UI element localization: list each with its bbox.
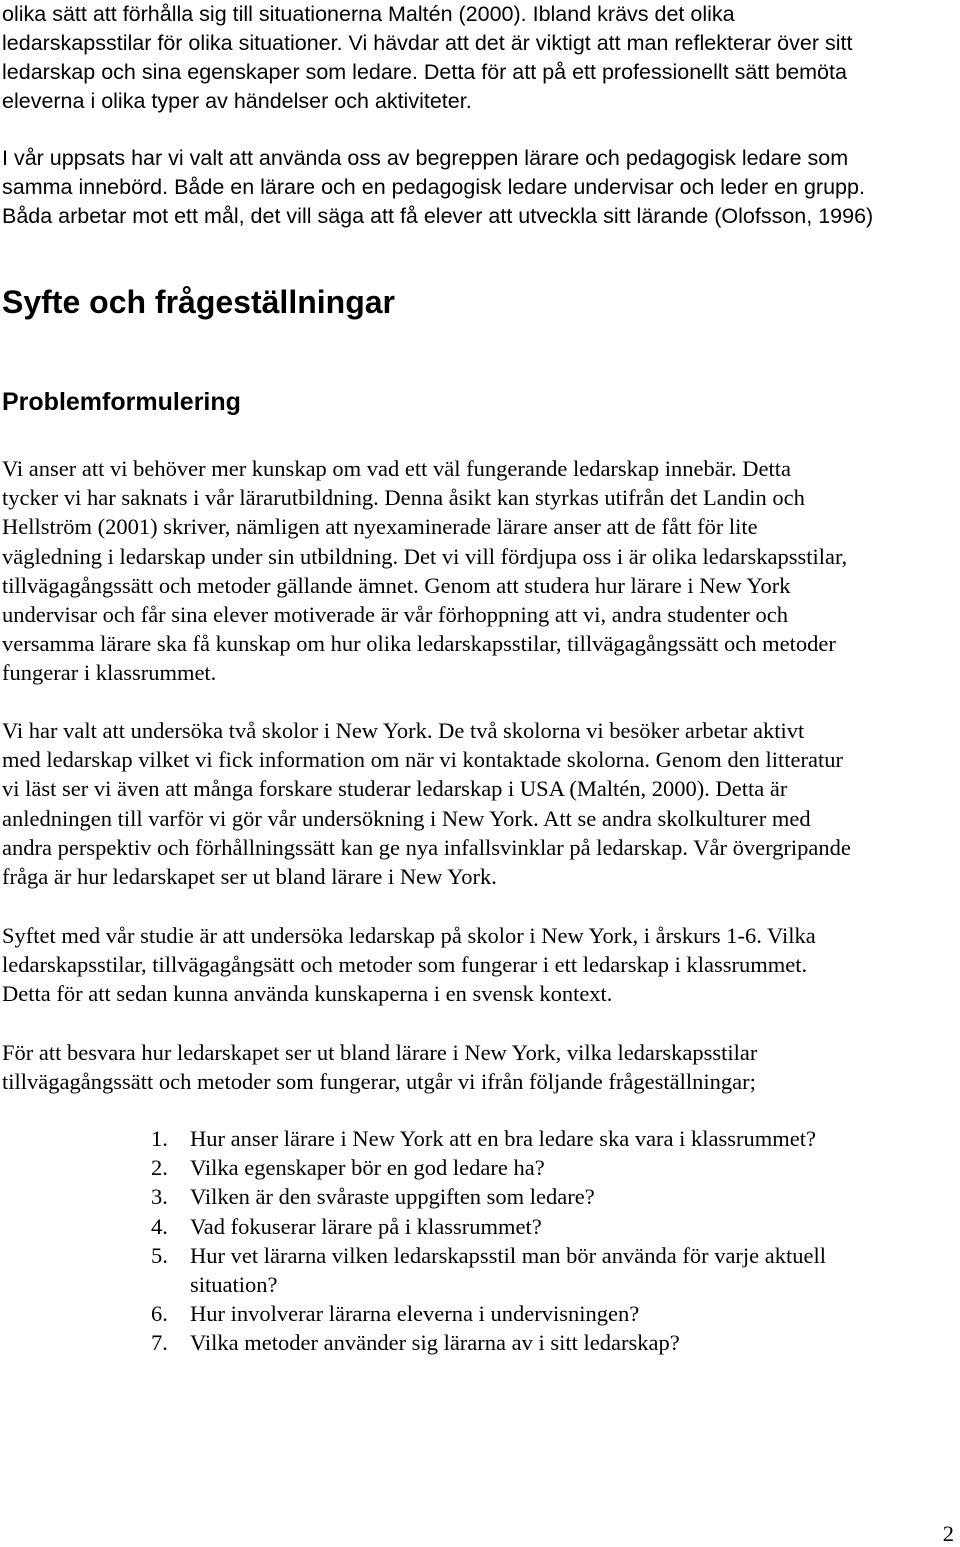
list-item-text: Vad fokuserar lärare på i klassrummet?: [190, 1213, 542, 1239]
definition-paragraph: [2, 144, 958, 231]
schools-paragraph: [2, 716, 958, 891]
list-item-text: Vilka egenskaper bör en god ledare ha?: [190, 1155, 545, 1181]
text-line: Syftet med vår studie är att undersöka ledarskap på skolor i New York, i årskurs 1-6. Vilka: [2, 923, 816, 948]
list-item: [0, 1328, 960, 1357]
list-item-number: 1.: [151, 1126, 168, 1151]
text-line: För att besvara hur ledarskapet ser ut bland lärare i New York, vilka ledarskapsstilar: [2, 1040, 758, 1065]
text-line: samma innebörd. Både en lärare och en pedagogisk ledare undervisar och leder en grupp.: [2, 175, 865, 199]
purpose-paragraph: [2, 921, 958, 1009]
list-item-number: 7.: [151, 1330, 168, 1356]
research-questions-list: [0, 1124, 960, 1358]
text-line: I vår uppsats har vi valt att använda oss av begreppen lärare och pedagogisk ledare som: [2, 146, 849, 170]
page-number: 2: [942, 1521, 954, 1546]
text-line: Vi har valt att undersöka två skolor i New York. De två skolorna vi besöker arbetar aktivt: [2, 718, 805, 743]
text-line: anledningen till varför vi gör vår undersökning i New York. Att se andra skolkulturer med: [2, 805, 811, 831]
text-line: ledarskapsstilar för olika situationer. Vi hävdar att det är viktigt att man reflekterar över sitt: [2, 31, 853, 55]
text-line: tillvägagångssätt och metoder gällande ämnet. Genom att studera hur lärare i New York: [2, 572, 791, 598]
text-line: andra perspektiv och förhållningssätt kan ge nya infallsvinklar på ledarskap. Vår övergripande: [2, 834, 851, 860]
text-line: Hellström (2001) skriver, nämligen att nyexaminerade lärare anser att de fått för lite: [2, 514, 758, 540]
text-line: ledarskap och sina egenskaper som ledare. Detta för att på ett professionellt sätt bemöta: [2, 60, 847, 84]
text-line: Detta för att sedan kunna använda kunskaperna i en svensk kontext.: [2, 981, 613, 1007]
text-line: fungerar i klassrummet.: [2, 660, 217, 686]
text-line: fråga är hur ledarskapet ser ut bland lärare i New York.: [2, 864, 497, 890]
list-item: [0, 1124, 960, 1153]
text-line: ledarskapsstilar, tillvägagångsätt och metoder som fungerar i ett ledarskap i klassrummet.: [2, 952, 808, 978]
text-line: Vi anser att vi behöver mer kunskap om vad ett väl fungerande ledarskap innebär. Detta: [2, 456, 791, 481]
list-item: [0, 1153, 960, 1182]
text-line: vägledning i ledarskap under sin utbildning. Det vi vill fördjupa oss i är olika ledarskapsstilar,: [2, 543, 848, 569]
list-item-number: 3.: [151, 1184, 168, 1210]
list-item: [0, 1299, 960, 1328]
list-item-number: 6.: [151, 1301, 168, 1327]
list-item-number: 2.: [151, 1155, 168, 1181]
text-line: undervisar och får sina elever motiverade är vår förhoppning att vi, andra studenter och: [2, 602, 788, 628]
list-item: [0, 1241, 960, 1299]
text-line: olika sätt att förhålla sig till situationerna Maltén (2000). Ibland krävs det olika: [2, 2, 735, 26]
list-item-text: Vilka metoder använder sig lärarna av i sitt ledarskap?: [190, 1330, 680, 1356]
list-item-text: Hur involverar lärarna eleverna i undervisningen?: [190, 1301, 640, 1327]
list-item-text: Hur vet lärarna vilken ledarskapsstil man bör använda för varje aktuell: [190, 1242, 827, 1268]
subsection-heading: Problemformulering: [2, 388, 241, 416]
text-line: versamma lärare ska få kunskap om hur olika ledarskapsstilar, tillvägagångssätt och metoder: [2, 631, 836, 657]
text-line: Båda arbetar mot ett mål, det vill säga att få elever att utveckla sitt lärande (Olofsson, 1996): [2, 204, 874, 228]
text-line: tillvägagångssätt och metoder som fungerar, utgår vi ifrån följande frågeställningar;: [2, 1069, 756, 1095]
list-item: [0, 1212, 960, 1241]
text-line: eleverna i olika typer av händelser och aktiviteter.: [2, 89, 472, 113]
questions-intro-paragraph: [2, 1038, 958, 1096]
problem-paragraph: [2, 454, 958, 688]
text-line: tycker vi har saknats i vår lärarutbildning. Denna åsikt kan styrkas utifrån det Landin och: [2, 485, 805, 511]
list-item-number: 4.: [151, 1213, 168, 1239]
intro-paragraph: [2, 0, 958, 116]
list-item-number: 5.: [151, 1242, 168, 1268]
list-item-text: situation?: [190, 1272, 278, 1298]
text-line: med ledarskap vilket vi fick information om när vi kontaktade skolorna. Genom den litteratur: [2, 747, 844, 773]
text-line: vi läst ser vi även att många forskare studerar ledarskap i USA (Maltén, 2000). Detta är: [2, 776, 788, 802]
list-item-text: Vilken är den svåraste uppgiften som ledare?: [190, 1184, 595, 1210]
list-item: [0, 1182, 960, 1211]
section-heading: Syfte och frågeställningar: [2, 284, 395, 320]
list-item-text: Hur anser lärare i New York att en bra ledare ska vara i klassrummet?: [190, 1126, 817, 1151]
